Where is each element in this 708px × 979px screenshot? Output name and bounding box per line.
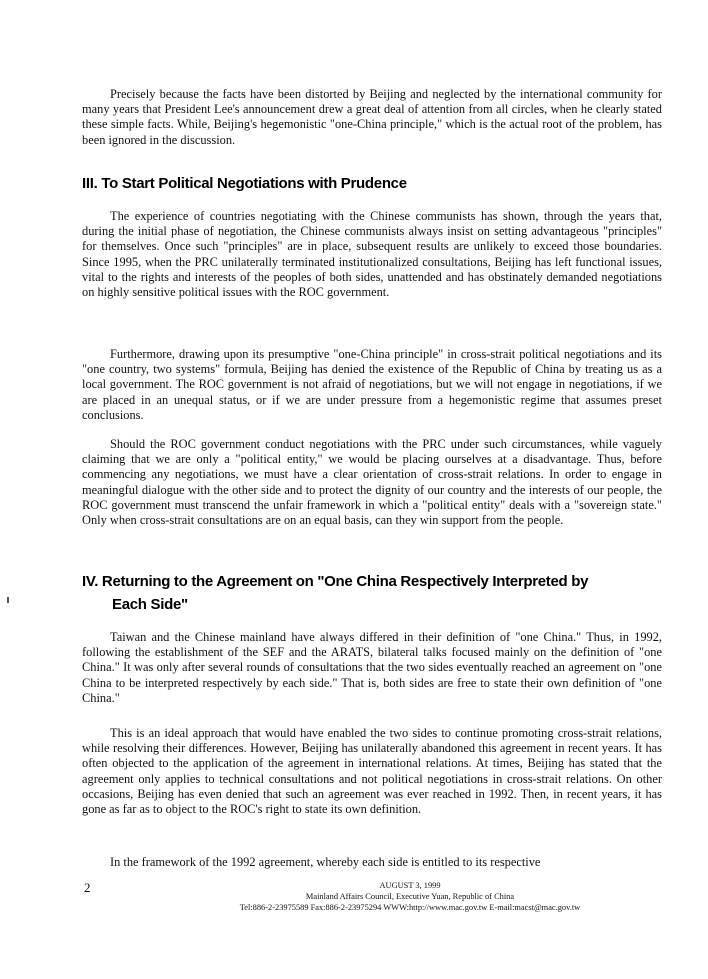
section-heading-iv-line1: IV. Returning to the Agreement on "One China Respectively Interpreted by [82, 573, 589, 590]
section-heading-iv-line2: Each Side" [112, 596, 188, 613]
footer-organization: Mainland Affairs Council, Executive Yuan, Republic of China [305, 892, 515, 901]
footer-date: AUGUST 3, 1999 [379, 881, 441, 890]
section-heading-iv [82, 570, 682, 616]
margin-scan-mark [7, 597, 9, 603]
paragraph-ideal-approach: This is an ideal approach that would have enabled the two sides to continue promoting cross-strait relations, while resolving their differences. However, Beijing has unilaterally abandoned this agreement in recent years. It has often objected to the application of the agreement in international relations. At times, Beijing has stated that the agreement only applies to technical consultations and not political negotiations in cross-strait relations. On other occasions, Beijing has even denied that such an agreement was ever reached in 1992. Then, in recent years, it has gone as far as to object to the ROC's right to state its own definition. [82, 726, 662, 817]
footer-contact: Tel:886-2-23975589 Fax:886-2-23975294 WWW:http://www.mac.gov.tw E-mail:macst@mac.gov.tw [239, 903, 581, 912]
paragraph-one-china-presumptive: Furthermore, drawing upon its presumptive "one-China principle" in cross-strait political negotiations and its "one country, two systems" formula, Beijing has denied the existence of the Republic of China by treating us as a local government. The ROC government is not afraid of negotiations, but we will not engage in negotiations, if we are placed in an unequal status, or if we are under pressure from a hegemonistic regime that assumes preset conclusions. [82, 347, 662, 422]
paragraph-negotiation-experience: The experience of countries negotiating with the Chinese communists has shown, through the years that, during the initial phase of negotiation, the Chinese communists always insist on setting advantageous "principles" for themselves. Once such "principles" are in place, subsequent results are unlikely to exceed those boundaries. Since 1995, when the PRC unilaterally terminated institutionalized consultations, Beijing has left functional issues, vital to the rights and interests of the peoples of both sides, unattended and has obstinately demanded negotiations on highly sensitive political issues with the ROC government. [82, 209, 662, 300]
page-footer [150, 880, 670, 913]
page-number: 2 [84, 880, 91, 895]
paragraph-framework-1992: In the framework of the 1992 agreement, whereby each side is entitled to its respective [110, 855, 541, 869]
paragraph-1992-definition: Taiwan and the Chinese mainland have always differed in their definition of "one China." Thus, in 1992, following the establishment of the SEF and the ARATS, bilateral talks focused mainly on the definition of "one China." It was only after several rounds of consultations that the two sides eventually reached an agreement on "one China to be interpreted respectively by each side." That is, both sides are free to state their own definition of "one China." [82, 630, 662, 705]
section-heading-iii: III. To Start Political Negotiations with Prudence [82, 175, 407, 192]
paragraph-roc-negotiation-conditions: Should the ROC government conduct negotiations with the PRC under such circumstances, while vaguely claiming that we are only a "political entity," we would be placing ourselves at a disadvantage. Thus, before commencing any negotiations, we must have a clear orientation of cross-strait relations. In order to engage in meaningful dialogue with the other side and to protect the dignity of our country and the interests of our people, the ROC government must transcend the unfair framework in which a "political entity" deals with a "sovereign state." Only when cross-strait consultations are on an equal basis, can they win support from the people. [82, 437, 662, 528]
paragraph-lee-announcement: Precisely because the facts have been distorted by Beijing and neglected by the international community for many years that President Lee's announcement drew a great deal of attention from all circles, when he clearly stated these simple facts. While, Beijing's hegemonistic "one-China principle," which is the actual root of the problem, has been ignored in the discussion. [82, 87, 662, 147]
